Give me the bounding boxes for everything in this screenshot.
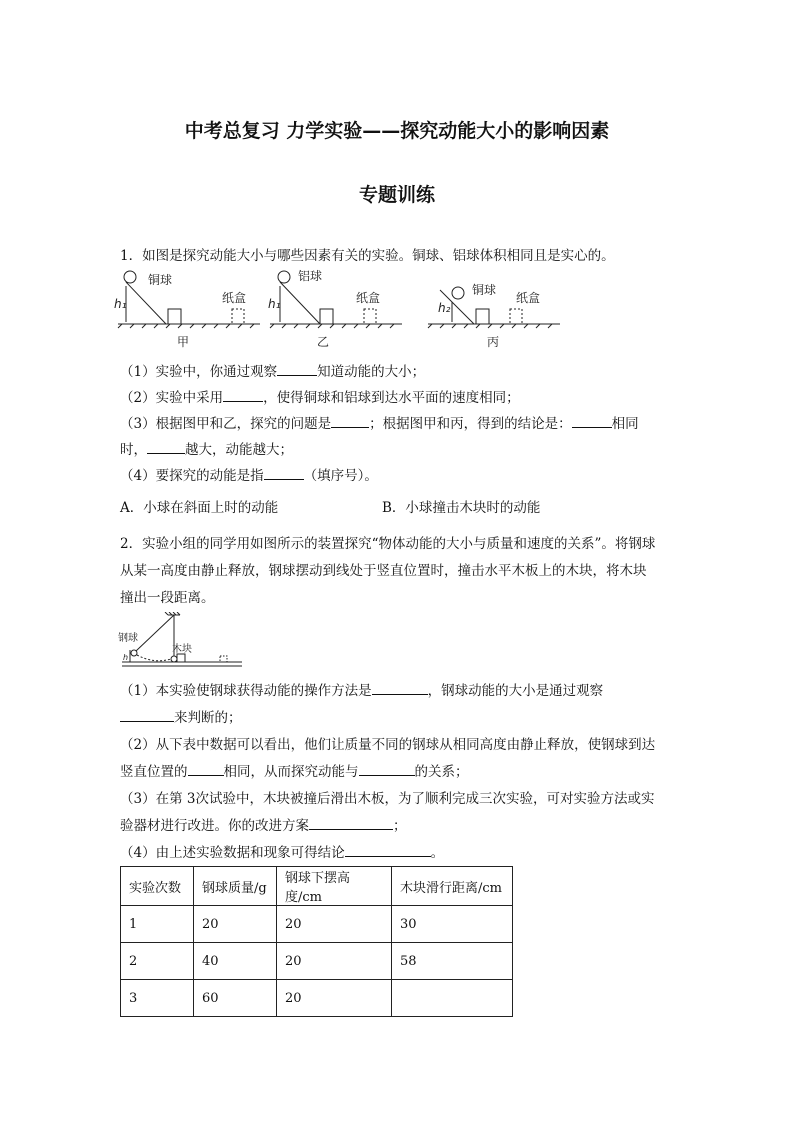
fig-a-box-label: 纸盒 <box>222 291 247 305</box>
table-row <box>121 906 513 943</box>
table-cell: 20 <box>277 980 392 1017</box>
answer-blank[interactable] <box>345 844 431 857</box>
answer-blank[interactable] <box>264 467 304 480</box>
q2-stem-line3: 撞出一段距离。 <box>120 590 215 606</box>
table-cell: 60 <box>194 980 277 1017</box>
q2-pendulum-figure <box>118 612 248 670</box>
steel-ball-bottom <box>171 656 177 662</box>
q2-part2-cont: 竖直位置的 相同，从而探究动能与 的关系； <box>120 764 469 780</box>
q1-part1: （1）实验中，你通过观察 知道动能的大小； <box>120 364 426 380</box>
table-cell: 20 <box>194 906 277 943</box>
q2-part3: （3）在第 3次试验中，木块被撞后滑出木板，为了顺利完成三次实验，可对实验方法或实 <box>120 791 655 807</box>
answer-blank[interactable] <box>277 363 317 376</box>
fig-b-box-label: 纸盒 <box>356 291 381 305</box>
q1-option-b[interactable]: B．小球撞击木块时的动能 <box>382 500 541 516</box>
answer-blank[interactable] <box>188 763 224 776</box>
copper-ball-c <box>452 287 464 299</box>
table-cell[interactable] <box>392 980 513 1017</box>
fig-a-caption: 甲 <box>177 335 190 349</box>
fig-c-caption: 丙 <box>487 335 500 349</box>
table-header-cell: 实验次数 <box>121 867 194 906</box>
q2-fig-ball-label: 钢球 <box>118 633 138 644</box>
steel-ball-start <box>131 650 137 656</box>
table-cell: 30 <box>392 906 513 943</box>
table-cell: 20 <box>277 906 392 943</box>
fig-a-h-label: h₁ <box>114 297 127 311</box>
answer-blank[interactable] <box>309 817 393 830</box>
answer-blank[interactable] <box>372 682 428 695</box>
table-cell: 2 <box>121 943 194 980</box>
document-subtitle: 专题训练 <box>358 184 435 206</box>
q1-part3: （3）根据图甲和乙，探究的问题是 ；根据图甲和丙，得到的结论是： 相同 <box>120 416 639 432</box>
q1-part2: （2）实验中采用 ，使得铜球和铝球到达水平面的速度相同； <box>120 390 520 406</box>
fig-c-h-label: h₂ <box>438 301 451 315</box>
table-header-cell: 钢球下摆高度/cm <box>277 867 392 906</box>
answer-blank[interactable] <box>331 415 369 428</box>
answer-blank[interactable] <box>572 415 612 428</box>
table-cell: 40 <box>194 943 277 980</box>
fig-c-box-label: 纸盒 <box>516 291 541 305</box>
table-cell: 1 <box>121 906 194 943</box>
answer-blank[interactable] <box>359 763 415 776</box>
fig-b-h-label: h₁ <box>268 297 281 311</box>
aluminum-ball <box>278 271 290 283</box>
q2-part2: （2）从下表中数据可以看出，他们让质量不同的钢球从相同高度由静止释放，使钢球到达 <box>120 737 656 753</box>
q2-fig-block-label: 木块 <box>172 644 192 655</box>
table-cell: 3 <box>121 980 194 1017</box>
q2-part3-cont: 验器材进行改进。你的改进方案 ； <box>120 818 407 834</box>
table-row <box>121 943 513 980</box>
table-header-cell: 木块滑行距离/cm <box>392 867 513 906</box>
q2-fig-h-label: h <box>123 653 129 662</box>
copper-ball-a <box>124 271 136 283</box>
table-cell: 20 <box>277 943 392 980</box>
q2-part1: （1）本实验使钢球获得动能的操作方法是 ，钢球动能的大小是通过观察 <box>120 683 604 699</box>
table-header-cell: 钢球质量/g <box>194 867 277 906</box>
q2-stem-line1: 2．实验小组的同学用如图所示的装置探究“物体动能的大小与质量和速度的关系”。将钢球 <box>120 536 656 552</box>
q1-part4: （4）要探究的动能是指 （填序号）。 <box>120 468 378 484</box>
q2-part4: （4）由上述实验数据和现象可得结论 。 <box>120 845 445 861</box>
fig-b-ball-label: 铝球 <box>298 269 323 283</box>
answer-blank[interactable] <box>120 709 174 722</box>
table-cell: 58 <box>392 943 513 980</box>
fig-b-caption: 乙 <box>317 335 330 349</box>
q1-option-a[interactable]: A．小球在斜面上时的动能 <box>120 500 279 516</box>
table-header-row <box>121 867 513 906</box>
data-table <box>120 866 513 1017</box>
document-title: 中考总复习 力学实验——探究动能大小的影响因素 <box>184 120 610 142</box>
fig-a-ball-label: 铜球 <box>148 273 173 287</box>
q1-part3-cont: 时， 越大，动能越大； <box>120 442 293 458</box>
q1-stem: 1．如图是探究动能大小与哪些因素有关的实验。铜球、铝球体积相同且是实心的。 <box>120 248 615 264</box>
answer-blank[interactable] <box>223 389 263 402</box>
q2-stem-line2: 从某一高度由静止释放，钢球摆动到线处于竖直位置时，撞击水平木板上的木块，将木块 <box>120 563 647 579</box>
q2-part1-cont: 来判断的； <box>120 706 242 726</box>
fig-c-ball-label: 铜球 <box>472 283 497 297</box>
table-row <box>121 980 513 1017</box>
q1-figure <box>112 268 572 352</box>
answer-blank[interactable] <box>147 441 185 454</box>
